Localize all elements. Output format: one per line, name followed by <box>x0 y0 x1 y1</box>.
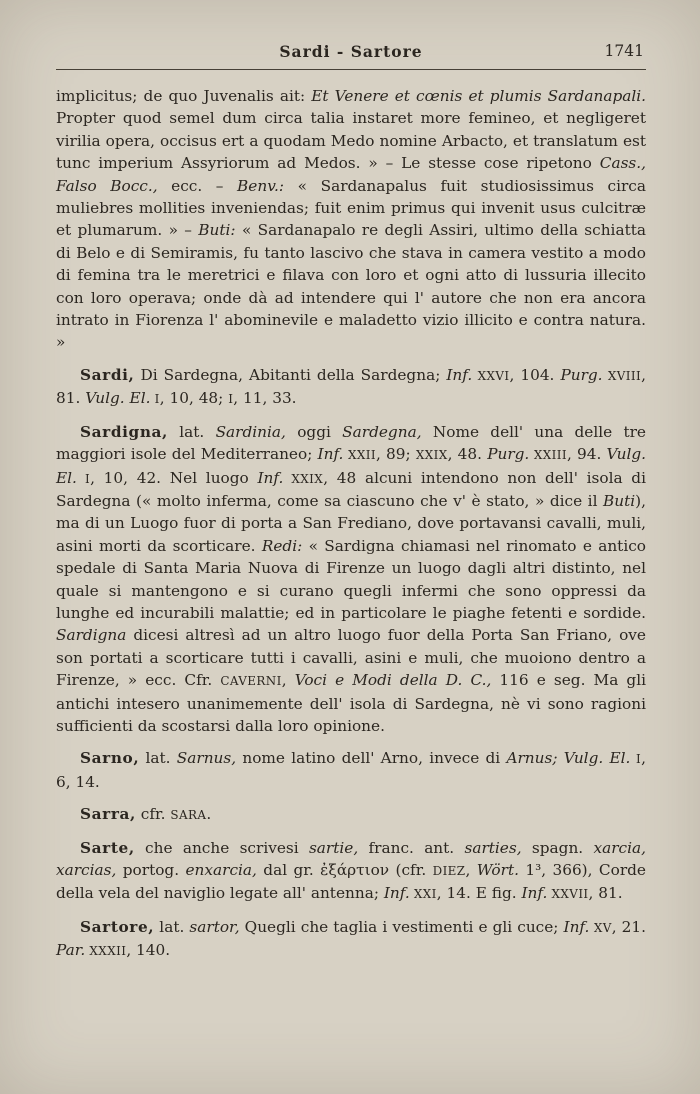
text-run: Sartore, <box>80 917 155 936</box>
text-run: XXVI <box>472 368 510 383</box>
text-run: , <box>465 861 477 879</box>
text-run: XXIX <box>283 471 324 486</box>
text-run: Quegli che taglia i vestimenti e gli cuce; <box>239 917 564 936</box>
text-run: ), ma di un Luogo fuor di porta a San Frediano, dove portavansi cavalli, muli, asini morti da scorticare. <box>56 491 646 555</box>
text-run: Purg. <box>487 445 530 464</box>
text-run: lat. <box>154 917 190 936</box>
text-run: , 104. <box>509 365 561 384</box>
text-run: , <box>281 671 295 690</box>
text-run: I <box>228 392 234 407</box>
text-run: Sarno, <box>80 749 140 768</box>
text-run: XXVII <box>547 887 589 902</box>
text-run: I <box>76 471 91 486</box>
text-run: franc. ant. <box>358 838 465 857</box>
text-run: Arnus; <box>506 749 558 768</box>
text-run: nome latino dell' Arno, invece di <box>236 749 507 768</box>
paragraph <box>56 916 646 963</box>
text-run: , 48. <box>447 445 488 464</box>
text-run: Wört. <box>476 861 519 879</box>
text-run: Et Venere et cœnis et plumis Sardanapali. <box>311 87 646 105</box>
text-run: Par. <box>56 941 86 960</box>
text-run: XXIII <box>529 448 567 463</box>
text-run: Vulg. El. <box>85 389 151 408</box>
text-run: sartor, <box>189 917 240 936</box>
text-run: CAVERNI <box>220 674 282 689</box>
text-run: , 21. <box>611 917 646 936</box>
text-run: portog. <box>116 861 186 879</box>
text-run: , 48 alcuni intendono non dell' isola di Sardegna (« molto inferma, come sa ciascuno che v' è stato, » dice il <box>56 468 646 510</box>
text-run: Cass., Falso Bocc., <box>56 154 646 195</box>
text-run: XXXII <box>85 944 127 959</box>
text-run: , 11, 33. <box>233 389 297 408</box>
text-run: Purg. <box>560 365 603 384</box>
paragraph <box>56 364 646 411</box>
text-run: Inf. <box>317 445 344 464</box>
text-run: , 81. <box>56 365 646 408</box>
text-run: che anche scrivesi <box>134 838 309 857</box>
text-run: , 14. E fig. <box>436 884 522 903</box>
text-run: Inf. <box>383 884 410 903</box>
text-run: Inf. <box>257 468 284 487</box>
text-run: , 10, 42. Nel luogo <box>90 468 258 487</box>
text-run: Nome dell' una delle tre maggiori isole del Mediterraneo; <box>56 422 646 464</box>
text-run: Sardigna <box>56 626 127 645</box>
text-run: XXIX <box>415 448 448 463</box>
text-run: Sarnus, <box>176 749 237 768</box>
text-run: Inf. <box>521 884 548 903</box>
text-run: dal gr. ἐξάρτιον (cfr. <box>256 861 433 879</box>
text-run: « Sardanapalus fuit studiosissimus circa muliebres mollities inveniendas; fuit enim primus qui invenit usus culcitræ et plumarum. » – <box>56 176 646 240</box>
text-run: XVIII <box>602 368 642 383</box>
paragraph <box>56 747 646 793</box>
text-run: « Sardanapalo re degli Assiri, ultimo della schiatta di Belo e di Semiramis, fu tanto lascivo che stava in camera vestito a modo di femina tra le meretrici e filava con loro et ogni atto di lussuria illecito con loro operava; onde dà ad intendere qui l' autore che non era ancora intrato in Fiorenza l' abominevile e maladetto vizio illicito e contra natura. » <box>56 221 646 352</box>
text-run: Inf. <box>446 365 473 384</box>
text-run: XXI <box>409 887 437 902</box>
text-run: Buti <box>603 491 636 510</box>
text-run: sartie, <box>308 838 359 857</box>
text-run: dicesi altresì ad un altro luogo fuor della Porta San Friano, ove son portati a scorticare tutti i cavalli, asini e muli, che muoiono dentro a Firenze, » ecc. Cfr. <box>56 626 646 690</box>
text-run: DIEZ <box>432 864 466 878</box>
text-run: I <box>630 752 642 767</box>
text-run: 116 e seg. Ma gli antichi intesero unanimemente dell' isola di Sardegna, nè vi sono ragioni sufficienti da scostarsi dalla loro opinione. <box>56 671 646 735</box>
text-run: cfr. <box>135 805 171 824</box>
text-run: Sardegna, <box>342 422 422 441</box>
text-run: Inf. <box>563 917 590 936</box>
text-run: Redi: <box>261 536 303 555</box>
paragraph <box>56 837 646 906</box>
text-run: Vulg. El. <box>56 445 646 487</box>
text-run: , 94. <box>566 445 607 464</box>
paragraph <box>56 421 646 738</box>
text-run: . <box>206 805 212 824</box>
page-number: 1741 <box>604 42 644 60</box>
page-header <box>56 42 646 70</box>
text-run: Benv.: <box>237 176 285 195</box>
text-run: , 10, 48; <box>159 389 229 408</box>
text-run: Voci e Modi della D. C., <box>294 671 492 690</box>
text-run: XXII <box>343 448 376 463</box>
text-run: spagn. <box>521 838 594 857</box>
text-run: lat. <box>139 749 177 768</box>
text-run: , 6, 14. <box>56 749 646 791</box>
text-run: Di Sardegna, Abitanti della Sardegna; <box>134 365 447 384</box>
text-run: I <box>150 392 160 407</box>
text-run: Sardi, <box>80 365 135 384</box>
running-head: Sardi - Sartore <box>279 42 423 61</box>
text-run: Propter quod semel dum circa talia instaret more femineo, et negligeret virilia opera, occisus ert a quodam Medo nomine Arbacto, et translatum est tunc imperium Assyriorum ad Medos. » – Le stesse cose ripetono <box>56 109 646 173</box>
text-run: , 81. <box>588 884 623 903</box>
text-run: Buti: <box>198 221 236 240</box>
text-run: ecc. – <box>157 176 238 195</box>
text-run: 1³, 366), Corde della vela del naviglio legate all' antenna; <box>56 861 646 903</box>
text-run: Sarte, <box>80 838 135 857</box>
text-run: lat. <box>167 422 216 441</box>
paragraph <box>56 803 646 826</box>
text-run: sarties, <box>464 838 522 857</box>
text-body <box>56 85 646 963</box>
text-run: Sardigna, <box>80 422 168 441</box>
text-run: « Sardigna chiamasi nel rinomato e antico spedale di Santa Maria Nuova di Firenze un luogo dagli altri distinto, nel quale si mantengono e si curano quegli infermi che sono oppressi da lunghe ed incurabili malattie; ed in particolare le piaghe fetenti e sordide. <box>56 536 646 622</box>
text-run: XV <box>589 920 612 935</box>
paragraph <box>56 85 646 354</box>
text-run: Sarra, <box>80 805 136 824</box>
text-run: enxarcia, <box>185 861 257 879</box>
text-run: , 140. <box>126 941 171 960</box>
text-run: implicitus; de quo Juvenalis ait: <box>56 87 312 105</box>
text-run: oggi <box>285 422 343 441</box>
text-run: Sardinia, <box>215 422 286 441</box>
text-run: xarcia, xarcias, <box>56 838 646 879</box>
text-run: Vulg. El. <box>563 749 631 768</box>
text-run: , 89; <box>375 445 416 464</box>
text-run: SARA <box>170 808 207 823</box>
